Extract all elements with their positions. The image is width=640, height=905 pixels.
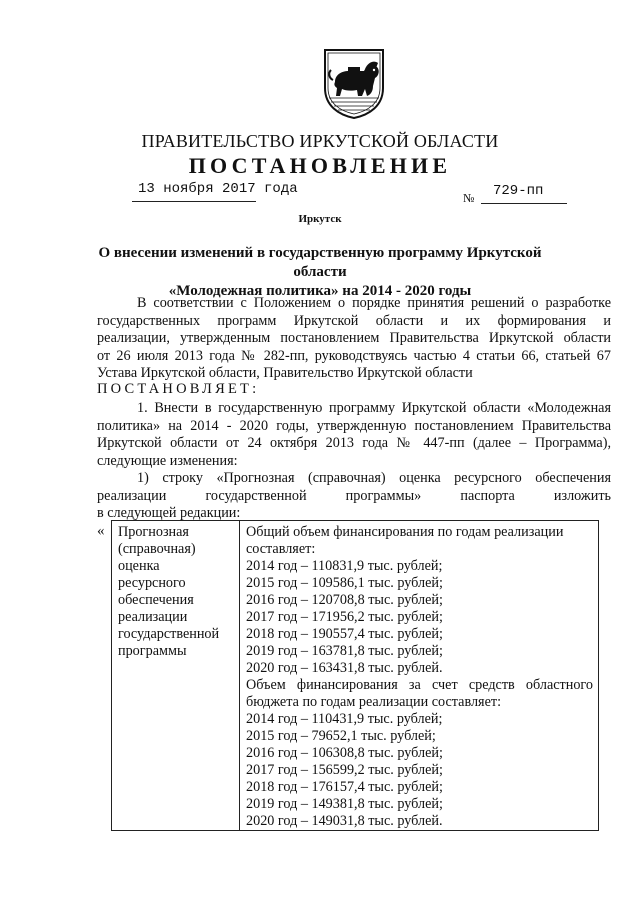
document-type: ПОСТАНОВЛЕНИЕ — [188, 153, 452, 178]
regional-year-line: 2016 год – 106308,8 тыс. рублей; — [246, 745, 443, 761]
organization-name: ПРАВИТЕЛЬСТВО ИРКУТСКОЙ ОБЛАСТИ — [141, 131, 499, 151]
total-year-line: 2019 год – 163781,8 тыс. рублей; — [246, 643, 443, 659]
label-line: Прогнозная — [118, 524, 189, 540]
label-line: программы — [118, 643, 187, 659]
total-year-line: 2015 год – 109586,1 тыс. рублей; — [246, 575, 443, 591]
coat-of-arms-emblem — [323, 48, 385, 120]
preamble-line: Устава Иркутской области, Правительство Иркутской области — [97, 365, 473, 381]
title-line: «Молодежная политика» на 2014 - 2020 годы — [168, 283, 472, 299]
document-title — [80, 244, 560, 301]
regional-year-line: 2019 год – 149381,8 тыс. рублей; — [246, 796, 443, 812]
regional-year-line: 2017 год – 156599,2 тыс. рублей; — [246, 762, 443, 778]
subitem-1-line: в следующей редакции: — [97, 505, 241, 521]
document-number: 729-пп — [493, 183, 544, 199]
label-line: государственной — [118, 626, 220, 642]
total-year-line: 2017 год – 171956,2 тыс. рублей; — [246, 609, 443, 625]
document-date: 13 ноября 2017 года — [138, 181, 298, 197]
label-line: реализации — [118, 609, 188, 625]
preamble-line: реализации, утвержденным постановлением Правительства Иркутской области — [97, 330, 611, 346]
title-line: О внесении изменений в государственную программу Иркутской области — [98, 245, 542, 280]
item-1-line: следующие изменения: — [97, 452, 238, 469]
regional-year-line: 2018 год – 176157,4 тыс. рублей; — [246, 779, 443, 795]
preamble-paragraph — [97, 295, 611, 383]
regional-heading-line: бюджета по годам реализации составляет: — [246, 694, 502, 710]
number-underline — [481, 203, 567, 204]
date-underline — [132, 201, 256, 202]
total-year-line: 2020 год – 163431,8 тыс. рублей. — [246, 660, 443, 676]
table-cell-label — [112, 521, 240, 831]
regional-year-line: 2020 год – 149031,8 тыс. рублей. — [246, 813, 443, 829]
total-year-line: 2016 год – 120708,8 тыс. рублей; — [246, 592, 443, 608]
preamble-line: В соответствии с Положением о порядке принятия решений о разработке — [137, 295, 611, 311]
label-line: обеспечения — [118, 592, 194, 608]
item-1-line: 1. Внести в государственную программу Иркутской области «Молодежная — [137, 400, 611, 416]
regional-heading-line: Объем финансирования за счет средств областного — [246, 677, 593, 693]
item-1-line: Иркутской области от 24 октября 2013 года № 447-пп (далее – Программа), — [97, 435, 611, 451]
table-cell-funding — [240, 521, 599, 831]
total-heading-line: Общий объем финансирования по годам реализации — [246, 524, 564, 540]
regional-year-line: 2014 год – 110431,9 тыс. рублей; — [246, 711, 443, 727]
item-1-line: политика» на 2014 - 2020 годы, утвержденную постановлением Правительства — [97, 417, 611, 434]
total-heading-line: составляет: — [246, 541, 316, 557]
item-1-paragraph — [97, 400, 611, 470]
preamble-line: государственных программ Иркутской области и их формирования и — [97, 312, 611, 329]
subitem-1-paragraph — [97, 470, 611, 523]
label-line: (справочная) — [118, 541, 196, 557]
label-line: оценка — [118, 558, 160, 574]
program-funding-table — [111, 520, 599, 831]
preamble-line: от 26 июля 2013 года № 282-пп, руководствуясь частью 4 статьи 66, статьей 67 — [97, 347, 611, 364]
total-year-line: 2014 год – 110831,9 тыс. рублей; — [246, 558, 443, 574]
label-line: ресурсного — [118, 575, 186, 591]
regional-year-line: 2015 год – 79652,1 тыс. рублей; — [246, 728, 436, 744]
subitem-1-line: реализации государственной программы» паспорта изложить — [97, 487, 611, 504]
city: Иркутск — [298, 213, 342, 225]
decree-word: ПОСТАНОВЛЯЕТ: — [97, 381, 260, 397]
number-sign: № — [463, 191, 475, 205]
open-quote-mark: « — [97, 523, 105, 539]
total-year-line: 2018 год – 190557,4 тыс. рублей; — [246, 626, 443, 642]
subitem-1-line: 1) строку «Прогнозная (справочная) оценка ресурсного обеспечения — [137, 470, 611, 486]
table-row — [112, 521, 599, 831]
